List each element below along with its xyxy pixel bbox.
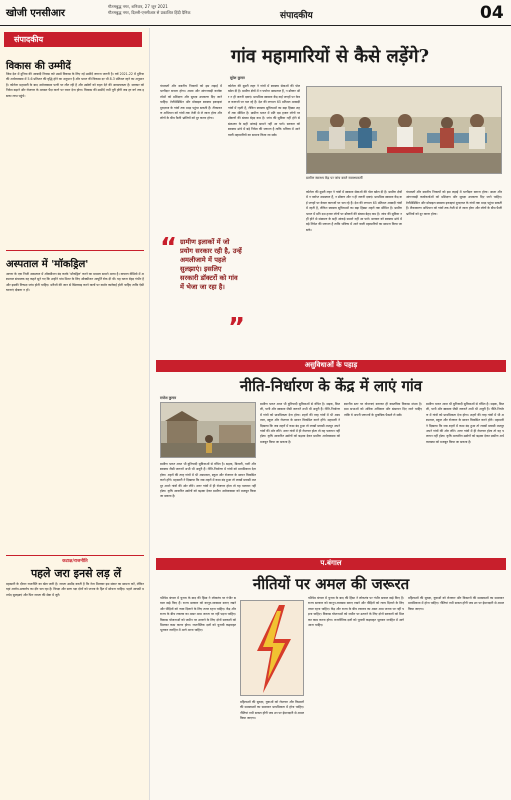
village-road-illustration — [161, 403, 256, 458]
photo-caption: ग्रामीण स्वास्थ्य केंद्र पर जांच करते स्वास्थ्यकर्मी — [306, 176, 363, 180]
quote-open-icon: “ — [160, 233, 178, 263]
main-body-col2: कोरोना की दूसरी लहर ने गांवों में स्वास्थ्य सेवाओं की पोल खोल दी है। ग्रामीण क्षेत्रों में न पर्याप्त अस्पताल हैं, न डॉक्टर और न ही जरूरी दवाएं। प्राथमिक स्वास्थ्य केंद्र कई जगहों पर केवल कागजों पर चल रहे हैं। देश की लगभग 65 प्रतिशत आबादी गांवों में रहती है, लेकिन स्वास्थ्य सुविधाओं का बड़ा हिस्सा शहरों तक सीमित है। ग्रामीण भारत में प्रति दस हजार लोगों पर डॉक्टरों की संख्या बेहद कम है। जांच की सुविधा नहीं होने से संक्रमण के सही आंकड़े सामने नहीं आ पाते। सरकार को स्वास्थ्य ढांचे में बड़े निवेश की जरूरत है ताकि भविष्य में आने वाली महामारियों का सामना किया जा सके। — [306, 190, 402, 232]
mid-byline: राजेश कुमार — [160, 396, 177, 400]
bottom-illustration — [240, 600, 304, 696]
mid-band: असुविधाओं के पहाड़ — [156, 360, 506, 372]
bottom-headline: नीतियों पर अमल की जरूरत — [252, 575, 410, 593]
quote-close-icon: ” — [228, 313, 246, 343]
article-body-vikas: जिस देश में दुनिया की आबादी निवास करे उसमें विकास के लिए नई उम्मीदें जगाना जरूरी है। वर्ष 2021-22 में दुनिया की अर्थव्यवस्था में 5.6 प्रतिशत की वृद्धि होने का अनुमान है और भारत की विकास दर भी 8.3 प्रतिशत रहने का अनुमान है। कोरोना महामारी के बाद अर्थव्यवस्था पटरी पर लौट रही है और उद्योगों को राहत देने की आवश्यकता है। सरकार को निवेश बढ़ाने और रोजगार के अवसर पैदा करने पर ध्यान देना होगा। विकास की उम्मीदें तभी पूरी होंगी जब हर वर्ग तक इसका लाभ पहुंचे। — [6, 72, 144, 98]
article-body-mockdrill: आगरा के एक निजी अस्पताल में ऑक्सीजन बंद करके 'मॉकड्रिल' करने का मामला सामने आया है। वायरल वीडियो में अस्पताल संचालक यह कहते सुने गए कि उन्होंने पांच मिनट के लिए ऑक्सीजन आपूर्ति रोक दी थी। यह घटना बेहद गंभीर है और इसकी निष्पक्ष जांच होनी चाहिए। मरीजों की जान से खिलवाड़ करने वालों पर कठोर कार्रवाई होनी चाहिए ताकि ऐसी घटनाएं दोबारा न हों। — [6, 272, 144, 293]
lightning-bolt-icon — [241, 601, 304, 696]
divider — [6, 250, 144, 251]
article-title-lad: पहले जरा इनसे लड़ लें — [30, 567, 122, 580]
bottom-body-col1: पश्चिम बंगाल में चुनाव के बाद की हिंसा ने लोकतंत्र पर गंभीर सवाल खड़े किए हैं। राज्य सरकार को कानून-व्यवस्था बनाए रखने और पीड़ितों को न्याय दिलाने के लिए तत्पर रहना चाहिए। केंद्र और राज्य के बीच टकराव का असर आम जनता पर नहीं पड़ना चाहिए। विकास योजनाओं को जमीन पर उतारने के लिए दोनों सरकारों को मिलकर काम करना होगा। राजनीतिक दलों को चुनावी कड़वाहट भूलकर जनहित में आगे आना चाहिए। — [160, 596, 236, 633]
article-kicker: कटाक्ष/राजनीति — [62, 559, 88, 564]
main-body-col1: कोरोना की दूसरी लहर ने गांवों में स्वास्थ्य सेवाओं की पोल खोल दी है। ग्रामीण क्षेत्रों में न पर्याप्त अस्पताल हैं, न डॉक्टर और न ही जरूरी दवाएं। प्राथमिक स्वास्थ्य केंद्र कई जगहों पर केवल कागजों पर चल रहे हैं। देश की लगभग 65 प्रतिशत आबादी गांवों में रहती है, लेकिन स्वास्थ्य सुविधाओं का बड़ा हिस्सा शहरों तक सीमित है। ग्रामीण भारत में प्रति दस हजार लोगों पर डॉक्टरों की संख्या बेहद कम है। जांच की सुविधा नहीं होने से संक्रमण के सही आंकड़े सामने नहीं आ पाते। सरकार को स्वास्थ्य ढांचे में बड़े निवेश की जरूरत है ताकि भविष्य में आने वाली महामारियों का सामना किया जा सके। — [228, 84, 300, 137]
article-body-lad: महामारी के दौरान राजनीति का खेल जारी है। जनता उम्मीद करती है कि नेता मिलकर इस संकट का सामना करें, लेकिन यहां आरोप-प्रत्यारोप का दौर चल रहा है। विपक्ष और सत्ता पक्ष दोनों को जनता के हित में सोचना चाहिए। पहले आपसी मतभेद सुलझाएं और फिर जनता की सेवा में जुटें। — [6, 582, 144, 597]
mid-body-col4: ग्रामीण भारत आज भी बुनियादी सुविधाओं से वंचित है। सड़क, बिजली, पानी और स्वास्थ्य जैसी जरूरतें अभी भी अधूरी हैं। नीति-निर्धारण में गांवों को प्राथमिकता देना होगा। शहरों की तरह गांवों में भी अस्पताल, स्कूल और रोजगार के साधन विकसित करने होंगे। महामारी ने दिखाया कि जब शहरों में काम बंद हुआ तो लाखों प्रवासी मजदूर अपने गांवों की ओर लौटे। अगर गांवों में ही रोजगार होता तो यह पलायन नहीं होता। कृषि आधारित उद्योगों को बढ़ावा देकर ग्रामीण अर्थव्यवस्था को मजबूत किया जा सकता है। — [426, 402, 504, 444]
main-body-col3: पंचायतों और स्थानीय निकायों को इस लड़ाई में भागीदार बनाना होगा। आशा और आंगनवाड़ी कार्यकर्ताओं को प्रशिक्षण और सुरक्षा उपकरण दिए जाने चाहिए। टेलीमेडिसिन और मोबाइल स्वास्थ्य इकाइयां दूरदराज के गांवों तक मदद पहुंचा सकती हैं। टीकाकरण अभियान को गांवों तक तेजी से ले जाना होगा और लोगों के बीच फैली भ्रांतियों को दूर करना होगा। — [406, 190, 502, 216]
bottom-body-col3: पश्चिम बंगाल में चुनाव के बाद की हिंसा ने लोकतंत्र पर गंभीर सवाल खड़े किए हैं। राज्य सरकार को कानून-व्यवस्था बनाए रखने और पीड़ितों को न्याय दिलाने के लिए तत्पर रहना चाहिए। केंद्र और राज्य के बीच टकराव का असर आम जनता पर नहीं पड़ना चाहिए। विकास योजनाओं को जमीन पर उतारने के लिए दोनों सरकारों को मिलकर काम करना होगा। राजनीतिक दलों को चुनावी कड़वाहट भूलकर जनहित में आगे आना चाहिए। — [308, 596, 404, 628]
page-number: 04 — [480, 3, 504, 23]
bottom-body-col4: महिलाओं की सुरक्षा, युवाओं को रोजगार और किसानों की समस्याओं का समाधान प्राथमिकता में होना चाहिए। नीतियां तभी सफल होंगी जब उन पर ईमानदारी से अमल किया जाएगा। — [408, 596, 504, 611]
pull-quote: ग्रामीण इलाकों में जो प्रयोग सरकार रही है, उन्हें अमलीजामे में पहले सुलझाएं। इसलिए सरकारी डॉक्टरों को गांव में भेजा जा रहा है। — [180, 238, 242, 291]
main-headline: गांव महामारियों से कैसे लड़ेंगे? — [230, 46, 430, 67]
section-title: संपादकीय — [280, 11, 313, 21]
mid-body-col2: ग्रामीण भारत आज भी बुनियादी सुविधाओं से वंचित है। सड़क, बिजली, पानी और स्वास्थ्य जैसी जरूरतें अभी भी अधूरी हैं। नीति-निर्धारण में गांवों को प्राथमिकता देना होगा। शहरों की तरह गांवों में भी अस्पताल, स्कूल और रोजगार के साधन विकसित करने होंगे। महामारी ने दिखाया कि जब शहरों में काम बंद हुआ तो लाखों प्रवासी मजदूर अपने गांवों की ओर लौटे। अगर गांवों में ही रोजगार होता तो यह पलायन नहीं होता। कृषि आधारित उद्योगों को बढ़ावा देकर ग्रामीण अर्थव्यवस्था को मजबूत किया जा सकता है। — [260, 402, 340, 444]
mid-photo — [160, 402, 256, 458]
divider — [6, 555, 144, 556]
bottom-band: प.बंगाल — [156, 558, 506, 570]
article-title-mockdrill: अस्पताल में 'मॉकड्रिल' — [6, 259, 89, 270]
newspaper-logo: खोजी एनसीआर — [6, 8, 66, 19]
masthead — [0, 0, 511, 26]
mid-headline: नीति-निर्धारण के केंद्र में लाएं गांव — [239, 377, 423, 395]
dateline — [108, 4, 238, 16]
article-title-vikas: विकास की उम्मीदें — [6, 61, 71, 72]
village-health-illustration — [307, 87, 502, 174]
mid-body-col1: ग्रामीण भारत आज भी बुनियादी सुविधाओं से वंचित है। सड़क, बिजली, पानी और स्वास्थ्य जैसी जरूरतें अभी भी अधूरी हैं। नीति-निर्धारण में गांवों को प्राथमिकता देना होगा। शहरों की तरह गांवों में भी अस्पताल, स्कूल और रोजगार के साधन विकसित करने होंगे। महामारी ने दिखाया कि जब शहरों में काम बंद हुआ तो लाखों प्रवासी मजदूर अपने गांवों की ओर लौटे। अगर गांवों में ही रोजगार होता तो यह पलायन नहीं होता। कृषि आधारित उद्योगों को बढ़ावा देकर ग्रामीण अर्थव्यवस्था को मजबूत किया जा सकता है। — [160, 462, 256, 499]
mid-body-col3: स्थानीय स्तर पर योजनाएं बनाकर ही वास्तविक विकास संभव है। ग्राम सभाओं को अधिक अधिकार और संसाधन दिए जाने चाहिए ताकि वे अपनी जरूरतों के मुताबिक फैसले ले सकें। — [344, 402, 422, 417]
bottom-body-col2: महिलाओं की सुरक्षा, युवाओं को रोजगार और किसानों की समस्याओं का समाधान प्राथमिकता में होना चाहिए। नीतियां तभी सफल होंगी जब उन पर ईमानदारी से अमल किया जाएगा। — [240, 700, 304, 721]
date-text: गौतमबुद्ध नगर, शनिवार, 27 जून 2021 — [108, 4, 168, 9]
editorial-band: संपादकीय — [4, 32, 142, 47]
main-body-col0: पंचायतों और स्थानीय निकायों को इस लड़ाई में भागीदार बनाना होगा। आशा और आंगनवाड़ी कार्यकर्ताओं को प्रशिक्षण और सुरक्षा उपकरण दिए जाने चाहिए। टेलीमेडिसिन और मोबाइल स्वास्थ्य इकाइयां दूरदराज के गांवों तक मदद पहुंचा सकती हैं। टीकाकरण अभियान को गांवों तक तेजी से ले जाना होगा और लोगों के बीच फैली भ्रांतियों को दूर करना होगा। — [160, 84, 222, 121]
main-photo — [306, 86, 502, 174]
sub-tagline: गौतमबुद्ध नगर, दिल्ली-एनसीआर से प्रकाशित हिंदी दैनिक — [108, 10, 191, 15]
main-byline: सुरेश कुमार — [230, 76, 245, 80]
